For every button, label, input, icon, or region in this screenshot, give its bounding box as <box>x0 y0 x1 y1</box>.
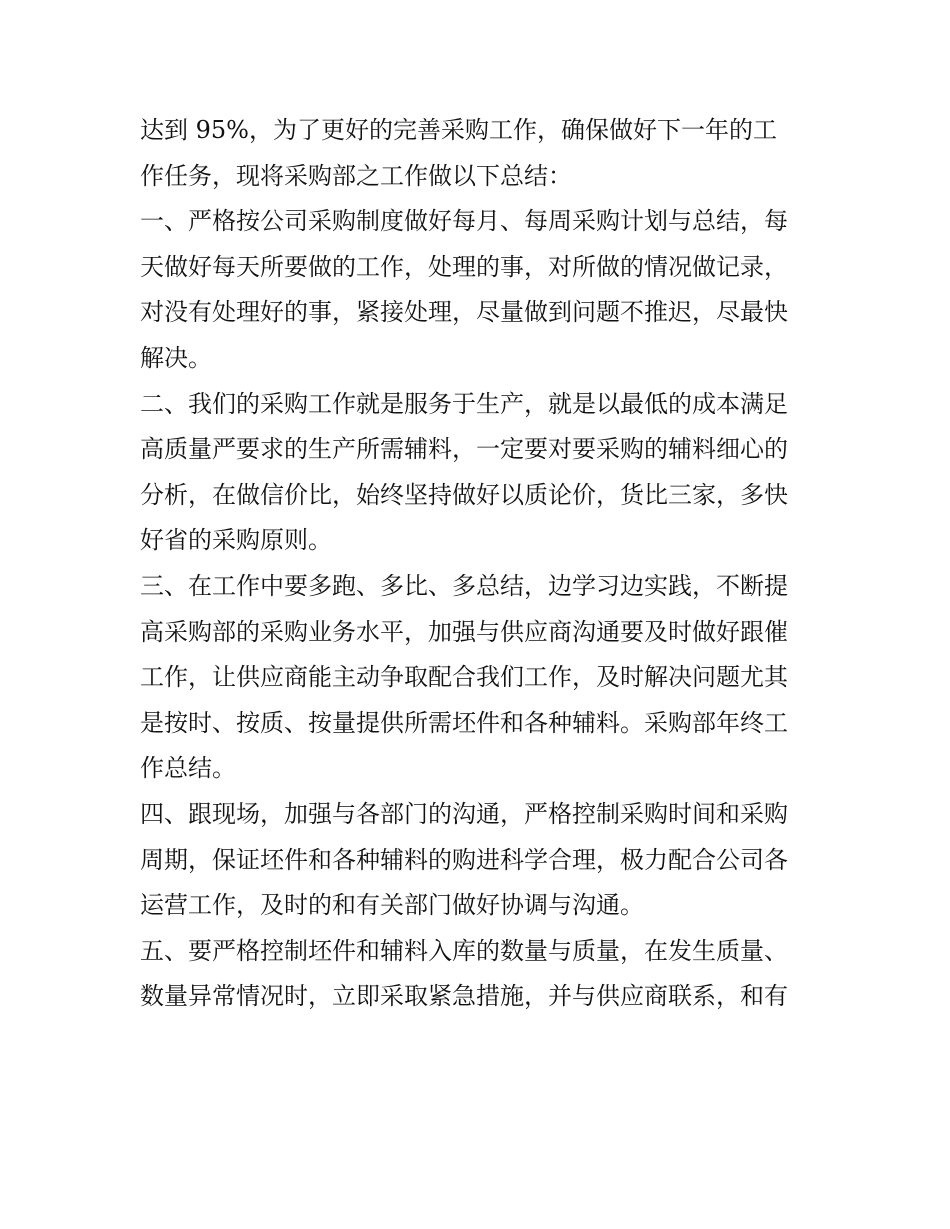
text-line-4: 天做好每天所要做的工作，处理的事，对所做的情况做记录， <box>140 252 788 281</box>
text-line-5: 对没有处理好的事，紧接处理，尽量做到问题不推迟，尽最快 <box>140 298 788 327</box>
text-line-10: 好省的采购原则。 <box>140 526 332 555</box>
text-line-9: 分析，在做信价比，始终坚持做好以质论价，货比三家，多快 <box>140 480 788 509</box>
text-line-17: 周期，保证坯件和各种辅料的购进科学合理，极力配合公司各 <box>140 845 788 874</box>
body-text <box>140 108 820 1020</box>
text-line-8: 高质量严要求的生产所需辅料，一定要对要采购的辅料细心的 <box>140 435 788 464</box>
text-line-16: 四、跟现场，加强与各部门的沟通，严格控制采购时间和采购 <box>140 799 788 828</box>
text-line-12: 高采购部的采购业务水平，加强与供应商沟通要及时做好跟催 <box>140 617 788 646</box>
text-line-1: 达到 95%，为了更好的完善采购工作，确保做好下一年的工 <box>140 116 777 144</box>
text-line-3: 一、严格按公司采购制度做好每月、每周采购计划与总结，每 <box>140 207 788 236</box>
text-line-6: 解决。 <box>140 343 212 372</box>
text-line-20: 数量异常情况时，立即采取紧急措施，并与供应商联系，和有 <box>140 982 788 1011</box>
text-line-7: 二、我们的采购工作就是服务于生产，就是以最低的成本满足 <box>140 389 788 418</box>
text-line-2: 作任务，现将采购部之工作做以下总结： <box>140 161 572 190</box>
text-line-14: 是按时、按质、按量提供所需坯件和各种辅料。采购部年终工 <box>140 708 788 737</box>
text-line-19: 五、要严格控制坯件和辅料入库的数量与质量，在发生质量、 <box>140 936 788 965</box>
text-line-18: 运营工作，及时的和有关部门做好协调与沟通。 <box>140 891 644 920</box>
text-line-15: 作总结。 <box>140 754 236 783</box>
text-line-11: 三、在工作中要多跑、多比、多总结，边学习边实践，不断提 <box>140 571 788 600</box>
text-line-13: 工作，让供应商能主动争取配合我们工作，及时解决问题尤其 <box>140 663 788 692</box>
